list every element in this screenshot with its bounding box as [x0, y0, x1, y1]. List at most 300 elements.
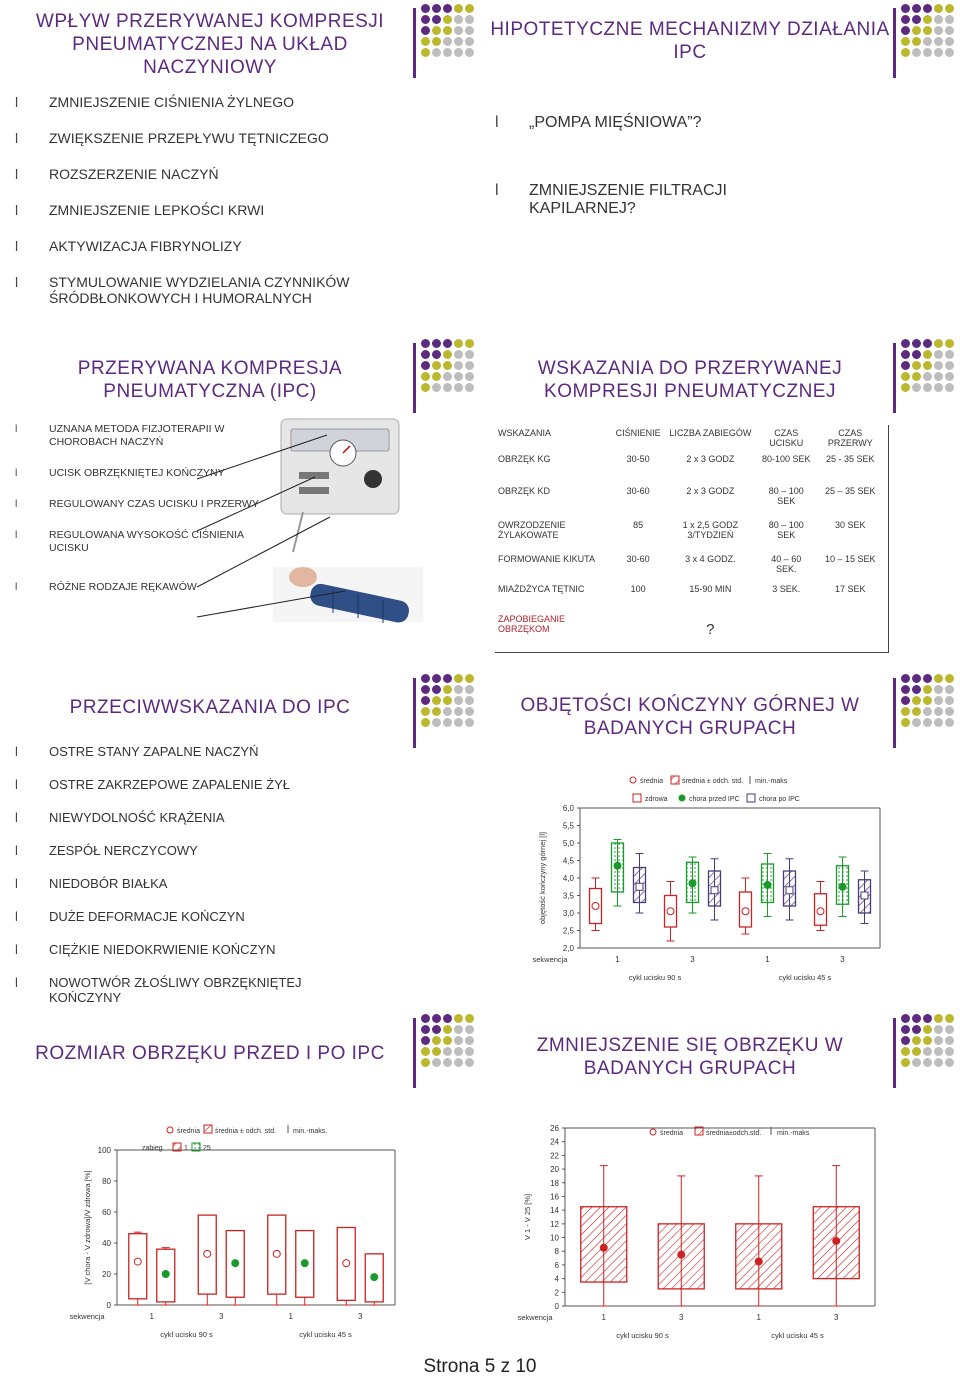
table-cell: 30-50 — [626, 454, 650, 464]
slide-upper-limb-volume — [485, 670, 955, 1000]
decor-dot — [945, 350, 954, 359]
box-mark — [736, 1224, 782, 1289]
decor-dot — [923, 1014, 932, 1023]
decor-dot — [934, 1036, 943, 1045]
table-cell: 100 — [630, 584, 646, 594]
decor-dot — [454, 26, 463, 35]
mean-mark — [667, 908, 674, 915]
decor-dot — [432, 674, 441, 683]
decor-dot — [432, 1058, 441, 1067]
y-axis-label: [V chora - V zdrowa]/V zdrowa [%] — [83, 1170, 92, 1285]
decor-dot — [421, 372, 430, 381]
decor-dot — [465, 383, 474, 392]
decor-dot — [432, 350, 441, 359]
divider — [413, 8, 416, 78]
list-item: l RÓŻNE RODZAJE RĘKAWÓW — [15, 581, 265, 594]
decor-dot — [901, 383, 910, 392]
decor-dot — [432, 372, 441, 381]
decor-dot — [454, 15, 463, 24]
mean-mark — [764, 882, 771, 889]
decor-dot — [945, 339, 954, 348]
legend-std-icon — [204, 1125, 212, 1133]
decor-dots — [901, 1014, 957, 1070]
decor-dot — [443, 1036, 452, 1045]
table-cell: OBRZĘK KD — [498, 486, 551, 496]
list-item: l ZMNIEJSZENIE LEPKOŚCI KRWI — [15, 202, 415, 218]
page-footer: Strona 5 z 10 — [423, 1356, 537, 1377]
mean-mark — [742, 908, 749, 915]
decor-dot — [912, 15, 921, 24]
sequence-label: sekwencja — [532, 955, 568, 964]
decor-dots — [421, 674, 477, 730]
decor-dot — [454, 718, 463, 727]
list-item: l NIEDOBÓR BIAŁKA — [15, 876, 345, 891]
decor-dot — [934, 1047, 943, 1056]
decor-dot — [945, 1058, 954, 1067]
table-cell: OWRZODZENIE ŻYLAKOWATE — [498, 520, 566, 540]
decor-dot — [432, 707, 441, 716]
mean-mark — [689, 880, 696, 887]
decor-dot — [901, 26, 910, 35]
decor-dot — [421, 4, 430, 13]
bullet-list — [15, 94, 415, 306]
legend-after-icon — [747, 794, 755, 802]
mean-mark — [817, 908, 824, 915]
y-tick-label: 2,0 — [562, 944, 574, 953]
decor-dot — [912, 37, 921, 46]
volume-box-chart — [485, 770, 895, 995]
decor-dot — [465, 1036, 474, 1045]
slide-title: ROZMIAR OBRZĘKU PRZED I PO IPC — [35, 1043, 385, 1064]
table-cell: 85 — [633, 520, 644, 530]
y-tick-label: 6 — [554, 1260, 559, 1270]
table-cell: 3 x 4 GODZ. — [685, 554, 736, 564]
mean-mark — [592, 903, 599, 910]
decor-dot — [465, 718, 474, 727]
legend-healthy-icon — [633, 794, 641, 802]
decor-dot — [443, 26, 452, 35]
table-cell — [816, 611, 885, 641]
legend-label: zdrowa — [645, 796, 668, 803]
list-item: l NOWOTWÓR ZŁOŚLIWY OBRZĘKNIĘTEJ KOŃCZYNY — [15, 975, 345, 1005]
decor-dot — [465, 48, 474, 57]
group-label: cykl ucisku 90 s — [616, 1331, 669, 1340]
decor-dots — [901, 674, 957, 730]
decor-dot — [934, 15, 943, 24]
decor-dot — [945, 361, 954, 370]
decor-dot — [465, 707, 474, 716]
divider — [893, 343, 896, 413]
x-tick-label: 1 — [288, 1312, 293, 1321]
table-cell: 80-100 SEK — [762, 454, 811, 464]
list-item: l UCISK OBRZĘKNIĘTEJ KOŃCZYNY — [15, 467, 265, 480]
x-tick-label: 1 — [601, 1313, 606, 1322]
divider — [413, 343, 416, 413]
decor-dot — [443, 1058, 452, 1067]
x-tick-label: 1 — [765, 955, 770, 964]
decor-dots — [901, 4, 957, 60]
bullet-list — [15, 744, 345, 1005]
decor-dot — [945, 696, 954, 705]
y-tick-label: 20 — [550, 1165, 559, 1175]
decor-dot — [454, 696, 463, 705]
decor-dot — [421, 361, 430, 370]
table-cell — [757, 611, 816, 641]
decor-dot — [901, 350, 910, 359]
group-label: cykl ucisku 45 s — [771, 1331, 824, 1340]
decor-dot — [454, 37, 463, 46]
edema-box-chart — [5, 1110, 415, 1350]
y-tick-label: 3,0 — [562, 909, 574, 918]
decor-dot — [945, 1047, 954, 1056]
decor-dot — [901, 1014, 910, 1023]
legend-label: średnia — [640, 778, 663, 785]
decor-dot — [465, 361, 474, 370]
decor-dot — [934, 339, 943, 348]
legend-label: średnia±odch.std. — [706, 1130, 762, 1137]
legend-label: 25 — [203, 1145, 211, 1152]
decor-dot — [421, 707, 430, 716]
decor-dot — [901, 696, 910, 705]
decor-dot — [901, 674, 910, 683]
slide-ipc-mechanisms — [485, 0, 955, 330]
decor-dot — [432, 48, 441, 57]
legend-label: chora po IPC — [759, 796, 800, 803]
list-item: l DUŻE DEFORMACJE KOŃCZYN — [15, 909, 345, 924]
mean-mark — [786, 887, 793, 894]
decor-dot — [923, 1025, 932, 1034]
table-cell: 10 – 15 SEK — [825, 554, 876, 564]
slide-ipc-intro — [5, 335, 475, 665]
decor-dot — [901, 1047, 910, 1056]
decor-dot — [945, 48, 954, 57]
decor-dot — [934, 361, 943, 370]
decor-dot — [454, 48, 463, 57]
decor-dot — [901, 1025, 910, 1034]
table-cell: 2 x 3 GODZ — [686, 454, 735, 464]
list-item: l REGULOWANY CZAS UCISKU I PRZERWY — [15, 498, 265, 511]
decor-dot — [923, 4, 932, 13]
legend-label: średnia ± odch. std. — [682, 778, 744, 785]
decor-dot — [454, 1047, 463, 1056]
decor-dot — [465, 1047, 474, 1056]
decor-dot — [454, 1025, 463, 1034]
mean-mark — [833, 1237, 840, 1244]
list-item: l ROZSZERZENIE NACZYŃ — [15, 166, 415, 182]
legend-before-icon — [679, 795, 686, 802]
decor-dot — [465, 350, 474, 359]
decor-dot — [421, 48, 430, 57]
table-row — [495, 551, 885, 581]
y-axis-label: V 1 - V 25 [%] — [523, 1193, 532, 1241]
decor-dot — [454, 361, 463, 370]
decor-dot — [934, 350, 943, 359]
legend-label: średnia — [660, 1130, 683, 1137]
decor-dot — [901, 37, 910, 46]
decor-dot — [901, 707, 910, 716]
y-tick-label: 10 — [550, 1233, 559, 1243]
decor-dot — [934, 372, 943, 381]
decor-dot — [421, 685, 430, 694]
decor-dot — [923, 674, 932, 683]
y-tick-label: 16 — [550, 1192, 559, 1202]
group-label: cykl ucisku 90 s — [628, 973, 682, 982]
decor-dot — [901, 339, 910, 348]
list-item: l OSTRE STANY ZAPALNE NACZYŃ — [15, 744, 345, 759]
mean-mark — [678, 1251, 685, 1258]
decor-dot — [923, 37, 932, 46]
legend-label: chora przed IPC — [689, 796, 740, 803]
legend-mean-icon — [650, 1129, 656, 1135]
slide-title: WSKAZANIA DO PRZERYWANEJ KOMPRESJI PNEUMATYCZNEJ — [537, 358, 843, 402]
y-tick-label: 4 — [554, 1274, 559, 1284]
decor-dot — [912, 1058, 921, 1067]
legend-label: min.-maks. — [293, 1128, 328, 1135]
decor-dot — [443, 1014, 452, 1023]
decor-dot — [421, 15, 430, 24]
decor-dots — [901, 339, 957, 395]
decor-dot — [945, 1014, 954, 1023]
x-tick-label: 1 — [756, 1313, 761, 1322]
x-tick-label: 1 — [615, 955, 620, 964]
decor-dot — [912, 718, 921, 727]
decor-dot — [934, 1014, 943, 1023]
decor-dot — [912, 339, 921, 348]
table-cell: 30-60 — [626, 554, 650, 564]
decor-dots — [421, 339, 477, 395]
decor-dot — [421, 1058, 430, 1067]
decor-dot — [421, 339, 430, 348]
decor-dot — [934, 674, 943, 683]
y-tick-label: 8 — [554, 1247, 559, 1257]
y-axis-label: objętość kończyny górnej [l] — [538, 831, 547, 925]
decor-dot — [912, 1047, 921, 1056]
list-item: l AKTYWIZACJA FIBRYNOLIZY — [15, 238, 415, 254]
y-tick-label: 0 — [554, 1302, 559, 1311]
decor-dot — [923, 372, 932, 381]
decor-dot — [465, 372, 474, 381]
table-cell: 17 SEK — [835, 584, 866, 594]
x-tick-label: 3 — [690, 955, 695, 964]
decor-dot — [923, 15, 932, 24]
legend-series1-icon — [173, 1143, 181, 1151]
decor-dot — [443, 350, 452, 359]
divider — [893, 678, 896, 748]
decor-dot — [934, 37, 943, 46]
mean-mark — [204, 1250, 211, 1257]
decor-dot — [912, 383, 921, 392]
decor-dot — [945, 383, 954, 392]
mean-mark — [600, 1244, 607, 1251]
list-item: l CIĘŻKIE NIEDOKRWIENIE KOŃCZYN — [15, 942, 345, 957]
y-tick-label: 18 — [550, 1178, 559, 1188]
decor-dot — [454, 685, 463, 694]
decor-dot — [454, 674, 463, 683]
decor-dot — [432, 383, 441, 392]
decor-dot — [923, 361, 932, 370]
decor-dot — [945, 1025, 954, 1034]
mean-mark — [301, 1260, 308, 1267]
decor-dot — [934, 26, 943, 35]
decor-dot — [432, 339, 441, 348]
decor-dot — [934, 48, 943, 57]
decor-dot — [912, 48, 921, 57]
slide-title: OBJĘTOŚCI KOŃCZYNY GÓRNEJ W BADANYCH GRUPACH — [520, 695, 860, 739]
decor-dot — [432, 1036, 441, 1045]
decor-dot — [443, 15, 452, 24]
decor-dot — [421, 350, 430, 359]
decor-dot — [421, 1036, 430, 1045]
table-cell: 3 SEK. — [772, 584, 801, 594]
decor-dot — [443, 383, 452, 392]
list-item: l „POMPA MIĘŚNIOWA”? — [495, 114, 775, 132]
decor-dot — [421, 1014, 430, 1023]
decor-dot — [923, 707, 932, 716]
decor-dot — [945, 4, 954, 13]
decor-dot — [443, 674, 452, 683]
decor-dot — [901, 361, 910, 370]
decor-dot — [912, 361, 921, 370]
decor-dot — [454, 350, 463, 359]
decor-dot — [912, 674, 921, 683]
decor-dot — [934, 696, 943, 705]
mean-mark — [636, 883, 643, 890]
decor-dot — [923, 1047, 932, 1056]
table-row — [495, 581, 885, 611]
decor-dot — [465, 696, 474, 705]
decor-dot — [443, 718, 452, 727]
table-cell: 80 – 100 SEK — [768, 520, 804, 540]
decor-dot — [421, 696, 430, 705]
box-mark — [129, 1234, 147, 1299]
y-tick-label: 14 — [550, 1206, 559, 1216]
pointer-arrows — [195, 417, 355, 627]
y-tick-label: 4,0 — [562, 874, 574, 883]
decor-dot — [443, 37, 452, 46]
decor-dot — [465, 26, 474, 35]
mean-mark — [711, 887, 718, 894]
decor-dot — [443, 707, 452, 716]
list-item: l ZMNIEJSZENIE CIŚNIENIA ŻYLNEGO — [15, 94, 415, 110]
x-tick-label: 3 — [840, 955, 845, 964]
decor-dot — [923, 48, 932, 57]
mean-mark — [755, 1258, 762, 1265]
mean-mark — [162, 1271, 169, 1278]
decor-dot — [901, 4, 910, 13]
decor-dot — [923, 685, 932, 694]
divider — [893, 8, 896, 78]
y-tick-label: 0 — [106, 1301, 111, 1310]
decor-dot — [912, 1036, 921, 1045]
table-cell: 25 – 35 SEK — [825, 486, 876, 496]
divider — [413, 1018, 416, 1088]
decor-dot — [443, 696, 452, 705]
mean-mark — [134, 1258, 141, 1265]
decor-dot — [901, 685, 910, 694]
slide-ipc-indications — [485, 335, 955, 665]
decor-dot — [945, 37, 954, 46]
decor-dot — [421, 1047, 430, 1056]
table-cell: MIAŻDŻYCA TĘTNIC — [498, 584, 585, 594]
table-header-row — [495, 425, 885, 451]
legend-series2-icon — [192, 1143, 200, 1151]
decor-dot — [901, 48, 910, 57]
y-tick-label: 6,0 — [562, 804, 574, 813]
decor-dot — [923, 1036, 932, 1045]
slide-title: PRZECIWWSKAZANIA DO IPC — [69, 697, 351, 718]
table-cell: 15-90 MIN — [689, 584, 732, 594]
x-tick-label: 1 — [149, 1312, 154, 1321]
decor-dot — [934, 383, 943, 392]
decor-dot — [454, 372, 463, 381]
y-tick-label: 20 — [102, 1270, 111, 1279]
legend-mean-icon — [167, 1127, 173, 1133]
legend-label: średnia — [177, 1128, 200, 1135]
list-item: l ZWIĘKSZENIE PRZEPŁYWU TĘTNICZEGO — [15, 130, 415, 146]
decor-dot — [901, 718, 910, 727]
slide-ipc-contraindications — [5, 670, 475, 1005]
mean-mark — [861, 892, 868, 899]
decor-dot — [945, 372, 954, 381]
decor-dot — [901, 372, 910, 381]
table-cell: 30 SEK — [835, 520, 866, 530]
mean-mark — [343, 1260, 350, 1267]
group-label: cykl ucisku 90 s — [160, 1330, 213, 1339]
decor-dot — [432, 718, 441, 727]
decor-dot — [432, 685, 441, 694]
decor-dot — [454, 4, 463, 13]
slide-title: WPŁYW PRZERYWANEJ KOMPRESJI PNEUMATYCZNEJ NA UKŁAD NACZYNIOWY — [35, 11, 385, 78]
y-tick-label: 5,0 — [562, 839, 574, 848]
table-cell: 1 x 2,5 GODZ 3/TYDZIEŃ — [682, 520, 739, 540]
table-cell: 40 – 60 SEK. — [771, 554, 802, 574]
y-tick-label: 40 — [102, 1239, 111, 1248]
decor-dot — [923, 1058, 932, 1067]
table-cell: 2 x 3 GODZ — [686, 486, 735, 496]
decor-dot — [923, 26, 932, 35]
table-cell: 25 - 35 SEK — [826, 454, 875, 464]
sequence-label: sekwencja — [517, 1313, 553, 1322]
decor-dot — [945, 1036, 954, 1045]
reduction-box-chart — [485, 1110, 895, 1350]
list-item: l NIEWYDOLNOŚĆ KRĄŻENIA — [15, 810, 345, 825]
x-tick-label: 3 — [358, 1312, 363, 1321]
decor-dot — [945, 707, 954, 716]
table-cell — [613, 611, 664, 641]
decor-dot — [465, 1014, 474, 1023]
y-tick-label: 22 — [550, 1151, 559, 1161]
decor-dot — [923, 350, 932, 359]
mean-mark — [839, 883, 846, 890]
legend-label: min.-maks — [777, 1130, 810, 1137]
divider — [893, 1018, 896, 1088]
decor-dot — [465, 1025, 474, 1034]
y-tick-label: 60 — [102, 1208, 111, 1217]
decor-dot — [934, 707, 943, 716]
decor-dot — [432, 1014, 441, 1023]
table-cell: ZAPOBIEGANIE OBRZĘKOM — [498, 614, 566, 634]
decor-dot — [421, 718, 430, 727]
decor-dot — [465, 4, 474, 13]
list-item: l ZESPÓŁ NERCZYCOWY — [15, 843, 345, 858]
group-label: cykl ucisku 45 s — [299, 1330, 352, 1339]
decor-dot — [432, 37, 441, 46]
table-cell: FORMOWANIE KIKUTA — [498, 554, 596, 564]
mean-mark — [371, 1274, 378, 1281]
y-tick-label: 2,5 — [562, 926, 574, 936]
decor-dot — [923, 696, 932, 705]
table-cell: 30-60 — [626, 486, 650, 496]
